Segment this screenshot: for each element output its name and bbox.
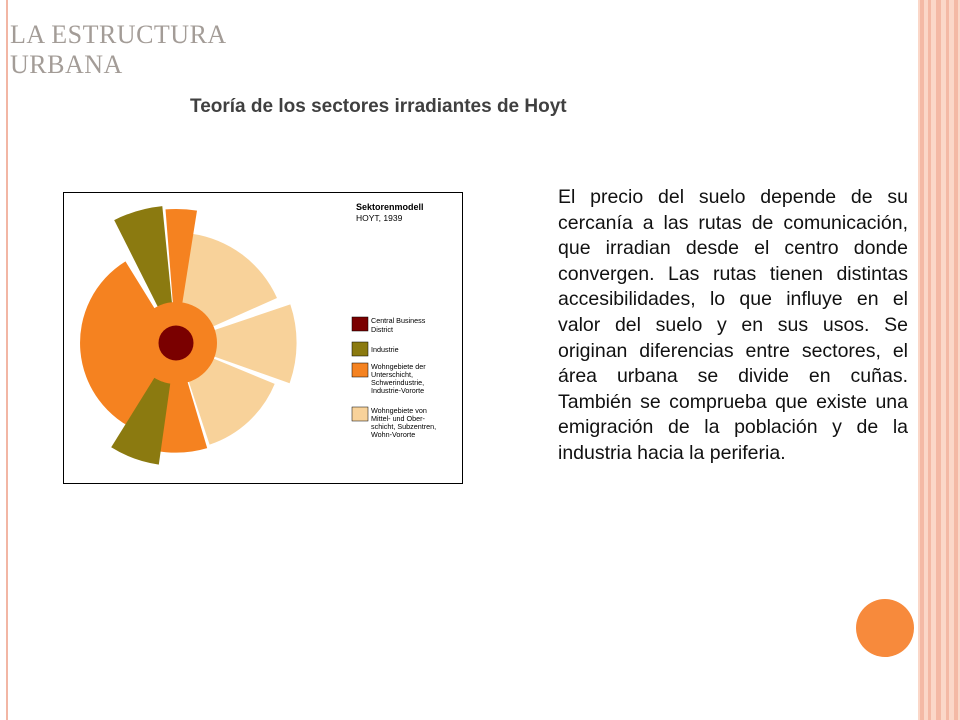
legend-label-cbd-2: District [371,325,393,334]
sector-diagram [64,193,462,483]
legend-label-lower-3: Schwerindustrie, [371,378,425,387]
legend-swatch-industry [352,342,368,356]
diagram-subtitle: HOYT, 1939 [356,213,403,223]
legend-label-upper-3: schicht, Subzentren, [371,422,437,431]
legend-label-lower-4: Industrie-Vororte [371,386,425,395]
legend-swatch-cbd [352,317,368,331]
slide-title-line2: URBANA [10,50,123,79]
body-paragraph: El precio del suelo depende de su cercanía a las rutas de comunicación, que irradian desde el centro donde convergen. Las rutas tienen distintas accesibilidades, lo que influye en el valor del suelo y en sus usos. Se originan diferencias entre sectores, el área urbana se divide en cuñas. También se comprueba que existe una emigración de la población y de la industria hacia la periferia. [558,186,908,464]
decorative-orange-circle [856,599,914,657]
sector-wedges [80,206,297,465]
legend-label-cbd-1: Central Business [371,316,426,325]
legend-label-upper-2: Mittel- und Ober- [371,414,425,423]
diagram-legend [352,316,438,439]
left-border-line [6,0,8,720]
legend-label-upper-1: Wohngebiete von [371,406,427,415]
right-decorative-stripes [918,0,960,720]
legend-label-upper-4: Wohn-Vororte [371,430,416,439]
hoyt-sector-model-figure [63,192,463,484]
svg-text:Central Business Distr [371,316,438,439]
legend-label-lower-2: Unterschicht, [371,370,413,379]
legend-label-lower-1: Wohngebiete der [371,362,426,371]
legend-swatch-upper-class [352,407,368,421]
diagram-title: Sektorenmodell [356,202,424,212]
legend-label-industry-1: Industrie [371,345,399,354]
slide-title-line1: LA ESTRUCTURA [10,20,227,49]
central-business-district [159,326,194,361]
legend-swatch-lower-class [352,363,368,377]
slide-title [10,20,227,80]
slide-subtitle: Teoría de los sectores irradiantes de Hoyt [190,96,567,117]
